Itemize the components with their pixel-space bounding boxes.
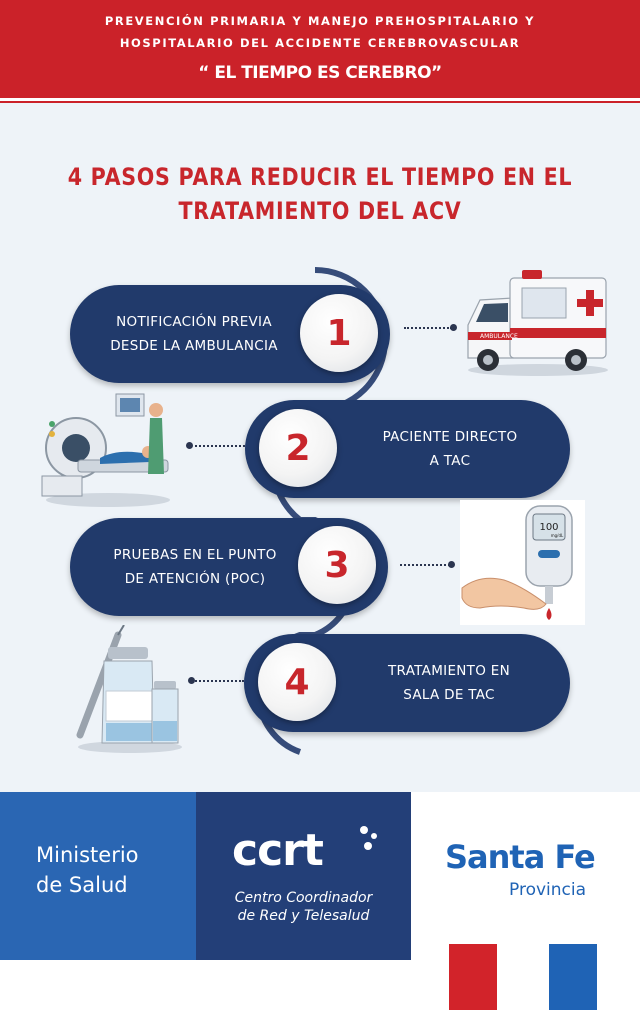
glucometer-unit: mg/dL xyxy=(550,533,564,538)
step-3-dot-end xyxy=(448,561,455,568)
ministerio-line-1: Ministerio xyxy=(36,843,139,867)
step-1-number: 1 xyxy=(300,294,378,372)
header-slogan: “ EL TIEMPO ES CEREBRO” xyxy=(198,63,442,83)
provincia-label: Provincia xyxy=(509,880,587,900)
header-line-1: PREVENCIÓN PRIMARIA Y MANEJO PREHOSPITALARIO Y xyxy=(104,14,536,28)
title-line-1: 4 PASOS PARA REDUCIR EL TIEMPO EN EL xyxy=(67,163,573,191)
step-3-number: 3 xyxy=(298,526,376,604)
step-4-dot-end xyxy=(188,677,195,684)
ccrt-subtitle-1: Centro Coordinador xyxy=(234,890,373,906)
ambulance-icon xyxy=(458,270,614,378)
step-4-dotted-line xyxy=(192,680,244,682)
step-4-line-2: SALA DE TAC xyxy=(403,687,495,703)
title-line-2: TRATAMIENTO DEL ACV xyxy=(178,197,462,225)
step-2-line-1: PACIENTE DIRECTO xyxy=(382,429,518,445)
step-3-line-2: DE ATENCIÓN (POC) xyxy=(124,571,266,587)
ccrt-panel xyxy=(196,792,411,960)
step-2-number: 2 xyxy=(259,409,337,487)
footer-bottom-strip xyxy=(0,960,411,1010)
step-2-line-2: A TAC xyxy=(429,453,471,469)
step-1-dotted-line xyxy=(404,327,452,329)
ct-scanner-icon xyxy=(38,388,188,514)
step-1-dot-end xyxy=(450,324,457,331)
ambulance-label: AMBULANCE xyxy=(480,333,518,340)
flag-blue-stripe xyxy=(549,944,597,1010)
step-4-number: 4 xyxy=(258,643,336,721)
step-3-line-1: PRUEBAS EN EL PUNTO xyxy=(113,547,277,563)
header-line-2: HOSPITALARIO DEL ACCIDENTE CEREBROVASCULAR xyxy=(119,36,521,50)
ccrt-dots-icon xyxy=(346,824,378,860)
flag-red-stripe xyxy=(449,944,497,1010)
glucometer-display: 100 xyxy=(539,522,559,533)
ccrt-subtitle-2: de Red y Telesalud xyxy=(237,908,370,924)
ministerio-line-2: de Salud xyxy=(36,873,128,897)
step-1-line-2: DESDE LA AMBULANCIA xyxy=(110,338,278,354)
vial-syringe-icon xyxy=(70,625,188,755)
ccrt-logo: ccrt xyxy=(232,825,323,876)
santa-fe-logo: Santa Fe xyxy=(445,838,595,876)
santa-fe-panel xyxy=(411,792,640,1010)
step-1-line-1: NOTIFICACIÓN PREVIA xyxy=(116,314,272,330)
step-4-line-1: TRATAMIENTO EN xyxy=(388,663,510,679)
glucometer-icon xyxy=(460,500,585,625)
step-2-dotted-line xyxy=(190,445,245,447)
ministerio-panel xyxy=(0,792,196,960)
step-3-dotted-line xyxy=(400,564,450,566)
